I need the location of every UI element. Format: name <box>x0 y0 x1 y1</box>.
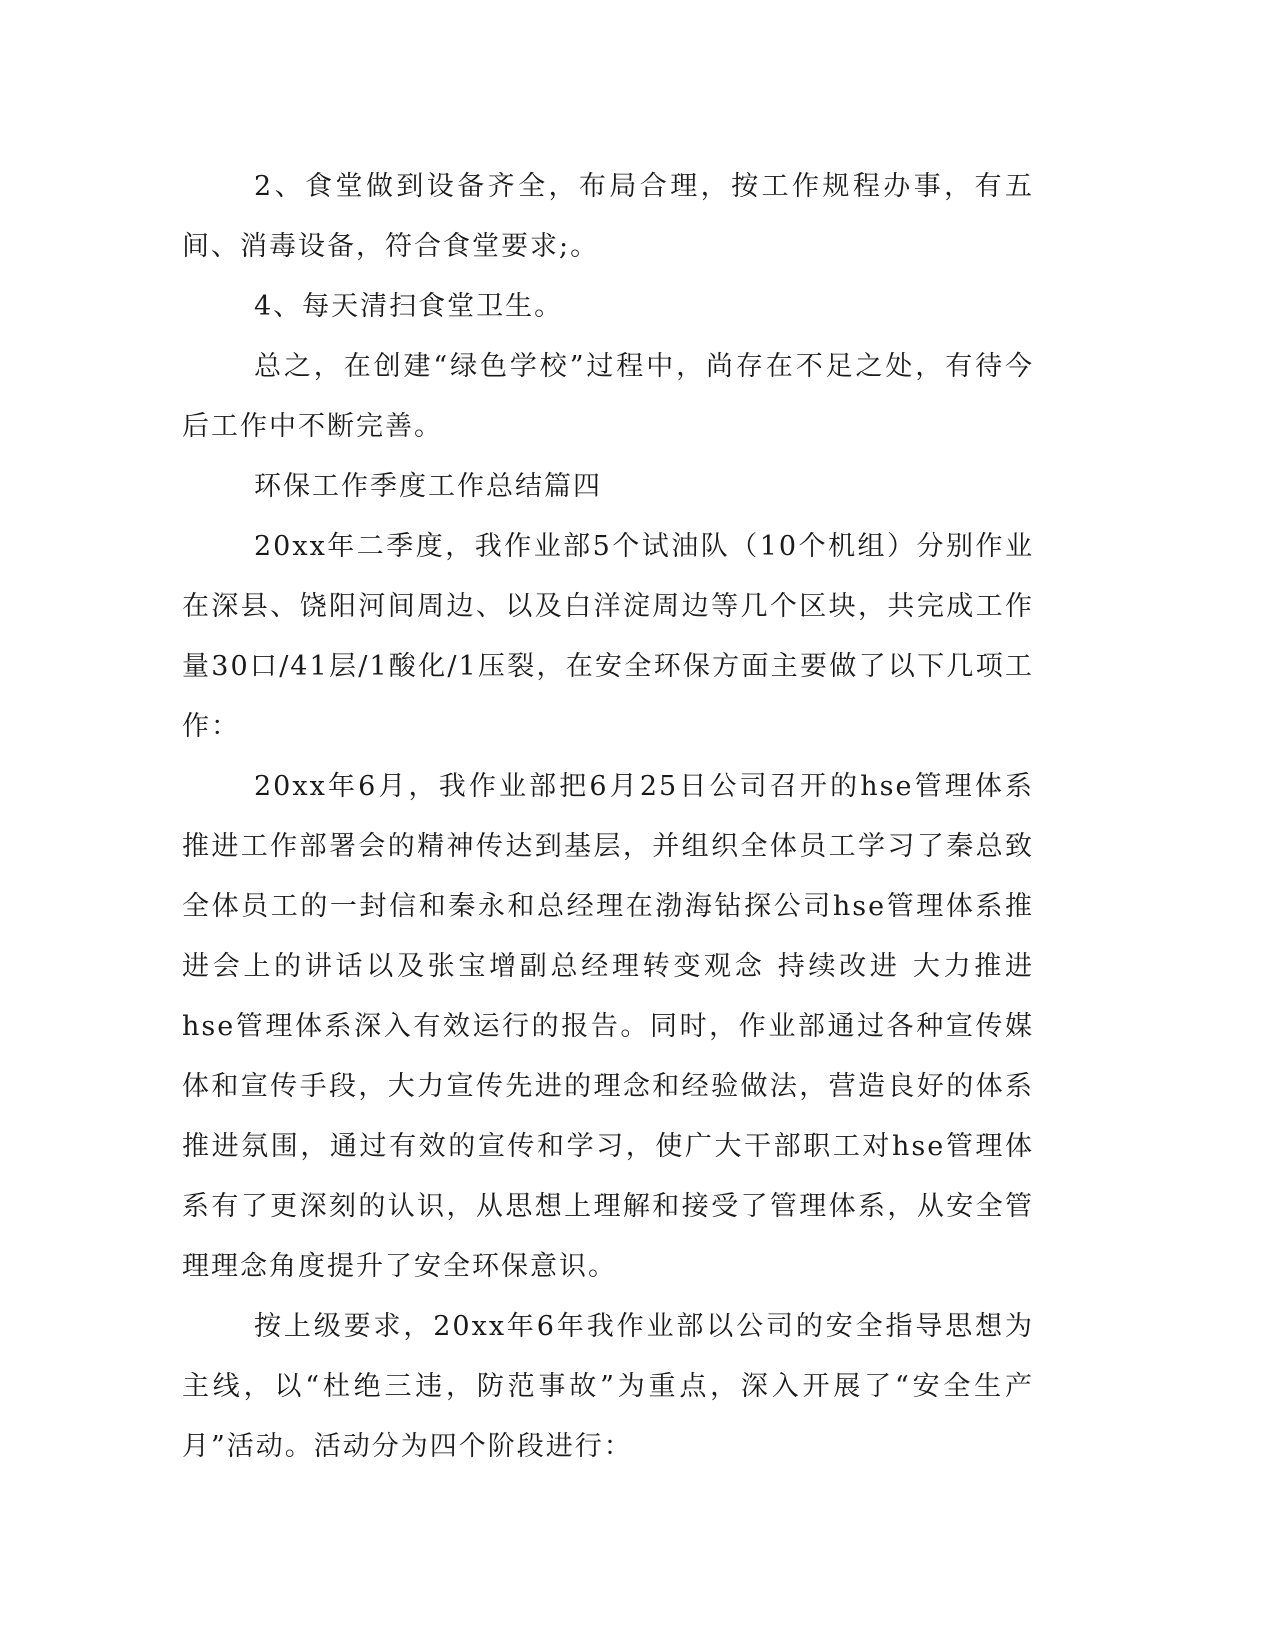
paragraph-safety-month: 按上级要求，20xx年6年我作业部以公司的安全指导思想为主线，以“杜绝三违，防范事故”为重点，深入开展了“安全生产月”活动。活动分为四个阶段进行： <box>182 1311 1034 1462</box>
paragraph-canteen-equipment: 2、食堂做到设备齐全，布局合理，按工作规程办事，有五间、消毒设备，符合食堂要求;。 <box>182 171 1034 262</box>
paragraph-conclusion: 总之，在创建“绿色学校”过程中，尚存在不足之处，有待今后工作中不断完善。 <box>182 351 1034 442</box>
document-body <box>182 157 1034 1477</box>
paragraph-canteen-cleaning: 4、每天清扫食堂卫生。 <box>254 291 564 322</box>
paragraph-hse-promotion: 20xx年6月，我作业部把6月25日公司召开的hse管理体系推进工作部署会的精神传达到基层，并组织全体员工学习了秦总致全体员工的一封信和秦永和总经理在渤海钻探公司hse管理体系推进会上的讲话以及张宝增副总经理转变观念 持续改进 大力推进hse管理体系深入有效运行的报告。同时，作业部通过各种宣传媒体和宣传手段，大力宣传先进的理念和经验做法，营造良好的体系推进氛围，通过有效的宣传和学习，使广大干部职工对hse管理体系有了更深刻的认识，从思想上理解和接受了管理体系，从安全管理理念角度提升了安全环保意识。 <box>182 771 1034 1282</box>
section-heading: 环保工作季度工作总结篇四 <box>254 471 602 502</box>
paragraph-q2-summary: 20xx年二季度，我作业部5个试油队（10个机组）分别作业在深县、饶阳河间周边、以及白洋淀周边等几个区块，共完成工作量30口/41层/1酸化/1压裂，在安全环保方面主要做了以下几项工作： <box>182 531 1034 742</box>
